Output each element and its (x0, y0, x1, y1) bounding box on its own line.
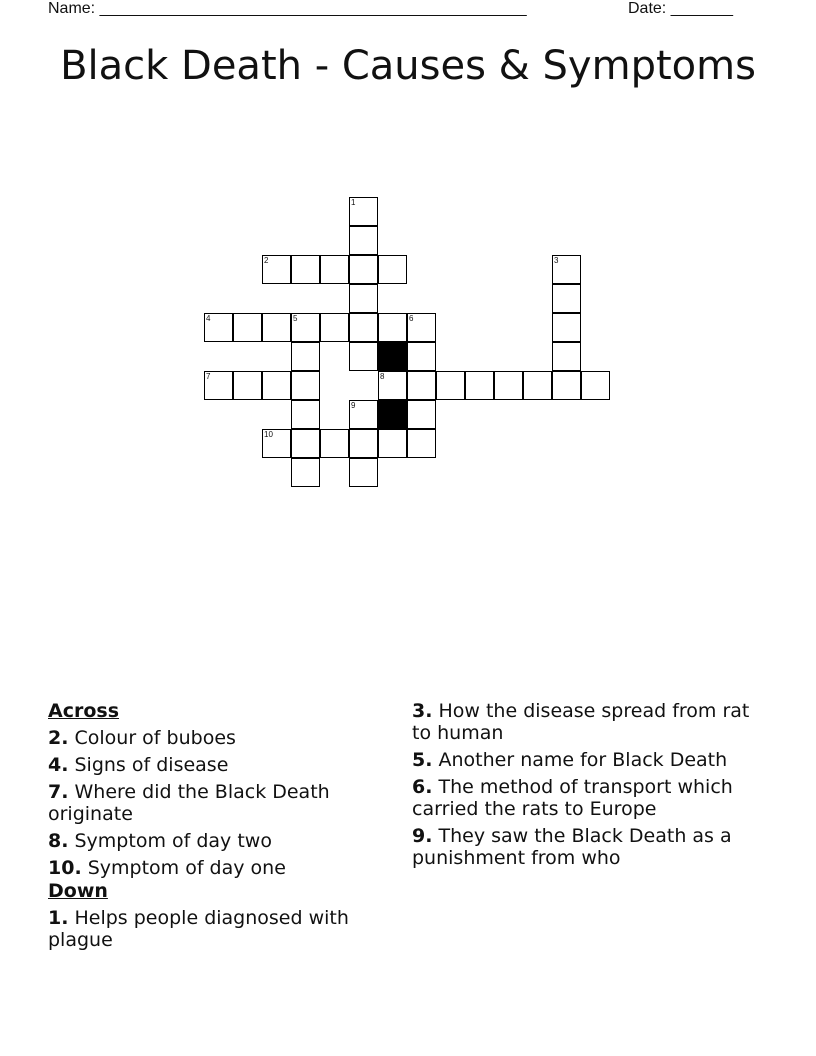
crossword-cell[interactable] (552, 342, 581, 371)
crossword-cell[interactable] (320, 313, 349, 342)
crossword-cell (378, 400, 407, 429)
crossword-cell[interactable] (291, 400, 320, 429)
crossword-cell[interactable] (262, 371, 291, 400)
clue-number: 6 (409, 314, 414, 323)
crossword-cell[interactable] (465, 371, 494, 400)
crossword-cell[interactable] (233, 313, 262, 342)
crossword-cell[interactable] (349, 458, 378, 487)
crossword-cell[interactable] (378, 313, 407, 342)
clue-across-10: 10. Symptom of day one (48, 857, 286, 879)
clue-number: 9 (351, 401, 356, 410)
crossword-cell[interactable] (349, 313, 378, 342)
clue-number: 4 (206, 314, 211, 323)
crossword-cell[interactable] (349, 226, 378, 255)
crossword-cell[interactable] (436, 371, 465, 400)
crossword-cell-9[interactable] (349, 400, 378, 429)
crossword-cell[interactable] (407, 342, 436, 371)
crossword-cell[interactable] (581, 371, 610, 400)
page-title: Black Death - Causes & Symptoms (60, 43, 756, 89)
clues-left-column (48, 700, 388, 956)
crossword-cell-8[interactable] (378, 371, 407, 400)
clue-across-7: 7. Where did the Black Death originate (48, 781, 330, 825)
crossword-cell[interactable] (291, 458, 320, 487)
crossword-cell[interactable] (407, 371, 436, 400)
crossword-cell[interactable] (291, 371, 320, 400)
down-heading: Down (48, 880, 108, 902)
crossword-cell-1[interactable] (349, 197, 378, 226)
crossword-cell (378, 342, 407, 371)
clue-number: 3 (554, 256, 559, 265)
crossword-cell-2[interactable] (262, 255, 291, 284)
clue-down-3: 3. How the disease spread from rat to human (412, 700, 750, 744)
clue-number: 10 (264, 430, 273, 439)
crossword-cell-4[interactable] (204, 313, 233, 342)
crossword-cell-7[interactable] (204, 371, 233, 400)
clue-down-9: 9. They saw the Black Death as a punishment from who (412, 825, 732, 869)
crossword-cell[interactable] (523, 371, 552, 400)
clue-number: 8 (380, 372, 385, 381)
clue-number: 2 (264, 256, 269, 265)
crossword-cell[interactable] (552, 313, 581, 342)
crossword-cell-3[interactable] (552, 255, 581, 284)
crossword-cell[interactable] (552, 371, 581, 400)
crossword-cell[interactable] (378, 255, 407, 284)
clue-down-5: 5. Another name for Black Death (412, 749, 728, 771)
crossword-cell[interactable] (233, 371, 262, 400)
clue-down-6: 6. The method of transport which carried the rats to Europe (412, 776, 733, 820)
clues-right-column (412, 700, 752, 874)
across-heading: Across (48, 700, 120, 722)
crossword-cell[interactable] (378, 429, 407, 458)
crossword-cell[interactable] (407, 400, 436, 429)
crossword-cell[interactable] (291, 255, 320, 284)
crossword-cell[interactable] (291, 342, 320, 371)
clue-number: 5 (293, 314, 298, 323)
crossword-cell[interactable] (262, 313, 291, 342)
crossword-cell-6[interactable] (407, 313, 436, 342)
crossword-cell[interactable] (552, 284, 581, 313)
crossword-cell-10[interactable] (262, 429, 291, 458)
clue-number: 7 (206, 372, 211, 381)
crossword-cell[interactable] (320, 255, 349, 284)
clue-number: 1 (351, 198, 356, 207)
crossword-cell[interactable] (349, 255, 378, 284)
crossword-cell[interactable] (349, 342, 378, 371)
name-field-label: Name: ________________________________________________ (48, 0, 527, 17)
crossword-cell[interactable] (320, 429, 349, 458)
crossword-cell[interactable] (349, 429, 378, 458)
date-field-label: Date: _______ (628, 0, 733, 17)
clue-down-1: 1. Helps people diagnosed with plague (48, 907, 349, 951)
crossword-cell[interactable] (494, 371, 523, 400)
crossword-cell[interactable] (407, 429, 436, 458)
clue-across-2: 2. Colour of buboes (48, 727, 236, 749)
crossword-cell[interactable] (349, 284, 378, 313)
crossword-cell-5[interactable] (291, 313, 320, 342)
crossword-cell[interactable] (291, 429, 320, 458)
clue-across-8: 8. Symptom of day two (48, 830, 272, 852)
clue-across-4: 4. Signs of disease (48, 754, 229, 776)
